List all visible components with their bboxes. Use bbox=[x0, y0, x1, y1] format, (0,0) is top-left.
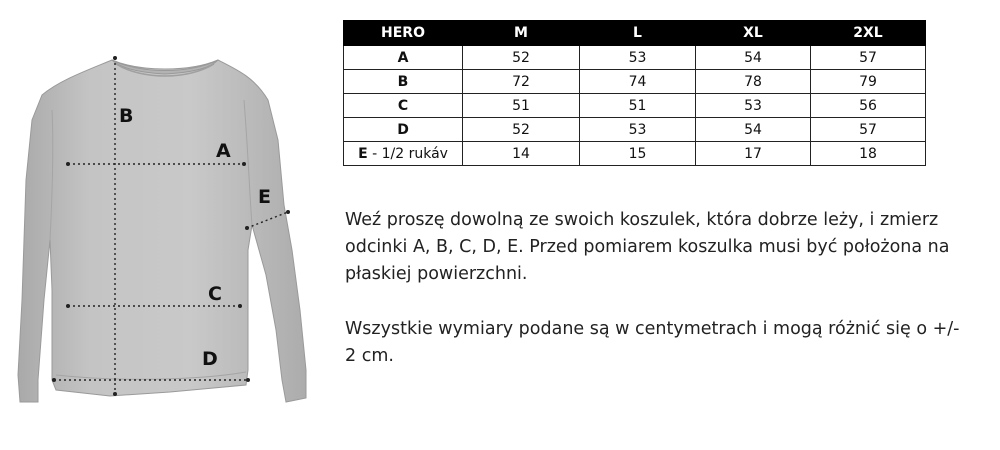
table-cell: 53 bbox=[696, 94, 811, 118]
header-size-m: M bbox=[463, 21, 580, 46]
table-cell: 57 bbox=[811, 46, 926, 70]
size-table bbox=[343, 20, 926, 166]
header-size-xl: XL bbox=[696, 21, 811, 46]
shirt-illustration bbox=[0, 0, 330, 450]
table-cell: 51 bbox=[463, 94, 580, 118]
table-cell: 72 bbox=[463, 70, 580, 94]
size-table-header-row bbox=[344, 21, 926, 46]
shirt-body bbox=[18, 60, 306, 402]
table-cell: 53 bbox=[580, 118, 696, 142]
table-cell: 53 bbox=[580, 46, 696, 70]
table-row bbox=[344, 142, 926, 166]
table-cell: 74 bbox=[580, 70, 696, 94]
table-cell: 17 bbox=[696, 142, 811, 166]
header-hero: HERO bbox=[344, 21, 463, 46]
table-cell: 51 bbox=[580, 94, 696, 118]
header-size-2xl: 2XL bbox=[811, 21, 926, 46]
shirt-measurement-diagram bbox=[0, 0, 330, 450]
table-row bbox=[344, 94, 926, 118]
row-label: E - 1/2 rukáv bbox=[344, 142, 463, 166]
measure-label-e: E bbox=[258, 186, 271, 208]
table-cell: 54 bbox=[696, 118, 811, 142]
row-label: D bbox=[344, 118, 463, 142]
row-label: A bbox=[344, 46, 463, 70]
table-cell: 18 bbox=[811, 142, 926, 166]
table-row bbox=[344, 46, 926, 70]
table-cell: 14 bbox=[463, 142, 580, 166]
table-cell: 56 bbox=[811, 94, 926, 118]
table-row bbox=[344, 118, 926, 142]
table-cell: 79 bbox=[811, 70, 926, 94]
table-row bbox=[344, 70, 926, 94]
table-cell: 15 bbox=[580, 142, 696, 166]
instructions-paragraph: Weź proszę dowolną ze swoich koszulek, która dobrze leży, i zmierz odcinki A, B, C, D, E. Przed pomiarem koszulka musi być położona na płaskiej powierzchni. bbox=[345, 210, 950, 284]
table-cell: 54 bbox=[696, 46, 811, 70]
header-size-l: L bbox=[580, 21, 696, 46]
table-cell: 52 bbox=[463, 118, 580, 142]
row-label: B bbox=[344, 70, 463, 94]
measure-label-a: A bbox=[216, 140, 231, 162]
table-cell: 57 bbox=[811, 118, 926, 142]
measure-label-b: B bbox=[119, 105, 134, 127]
measure-label-d: D bbox=[202, 348, 218, 370]
measure-label-c: C bbox=[208, 283, 222, 305]
units-note-paragraph: Wszystkie wymiary podane są w centymetrach i mogą różnić się o +/- 2 cm. bbox=[345, 319, 960, 366]
row-label: C bbox=[344, 94, 463, 118]
table-cell: 78 bbox=[696, 70, 811, 94]
table-cell: 52 bbox=[463, 46, 580, 70]
